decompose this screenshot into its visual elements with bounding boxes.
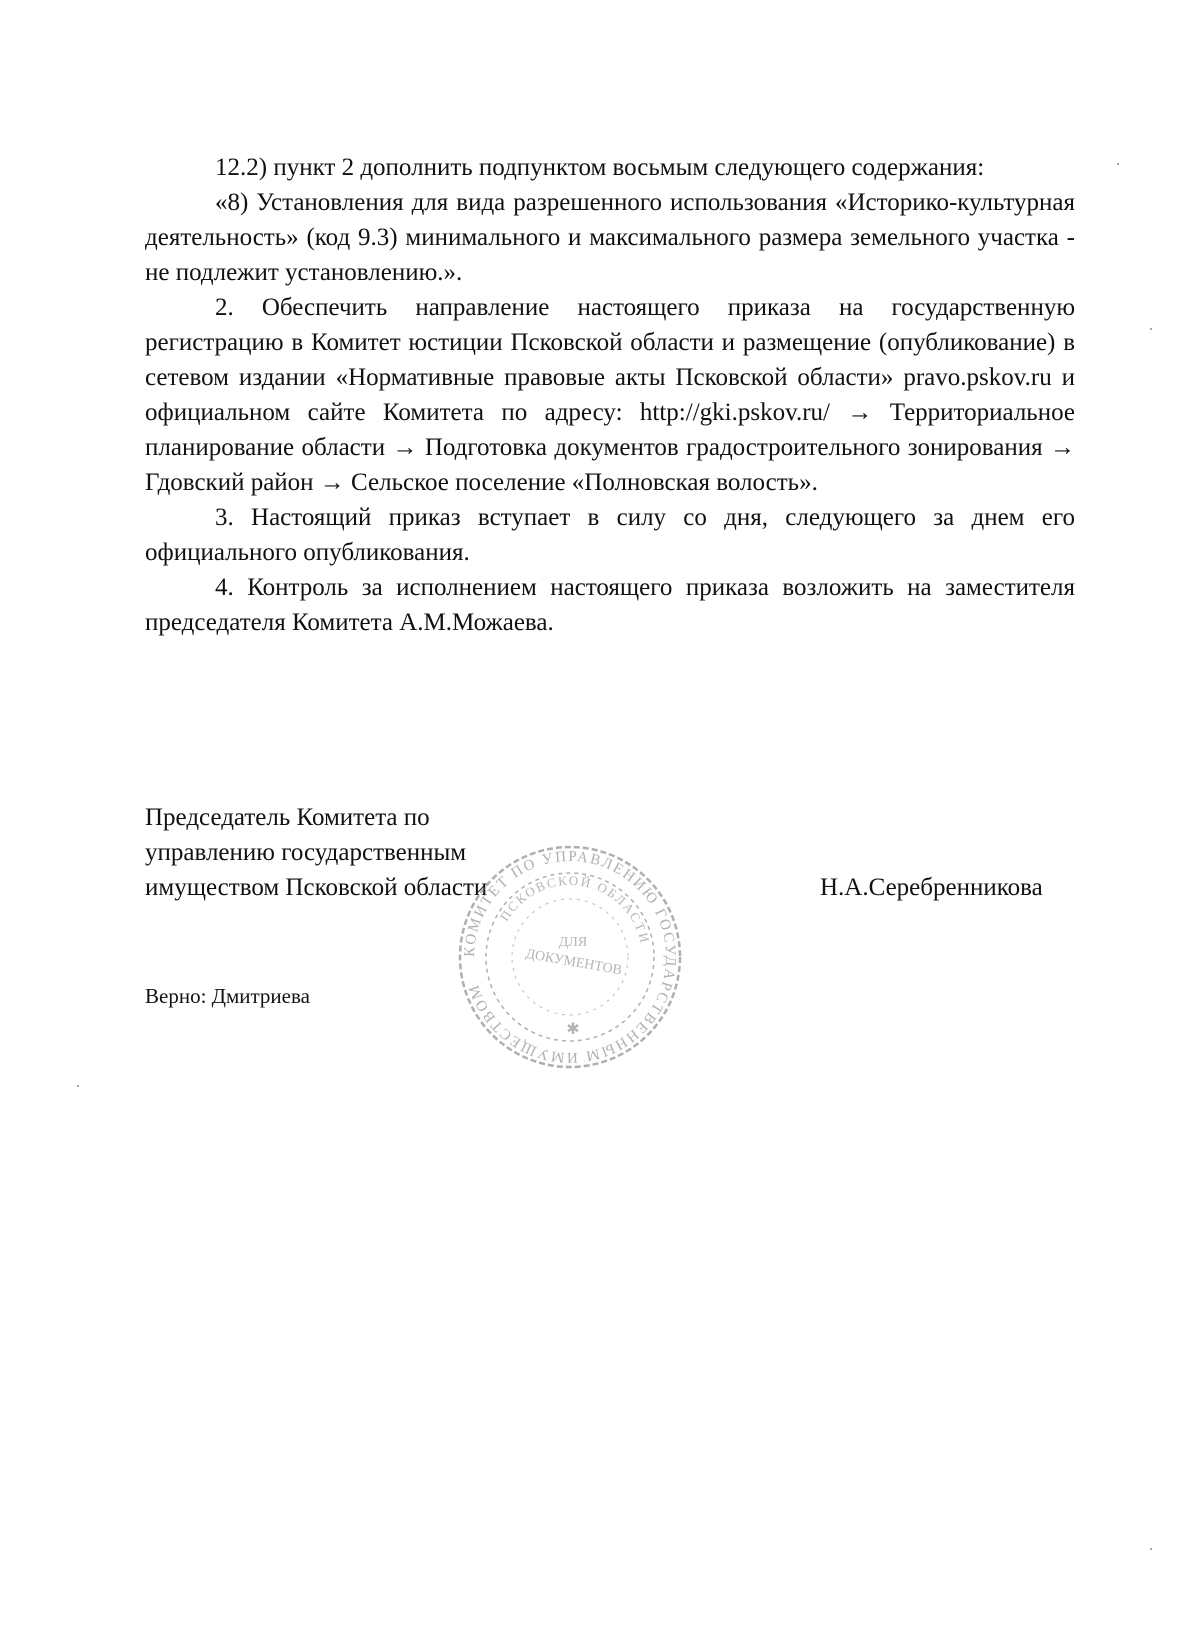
paragraph-2: 2. Обеспечить направление настоящего приказа на государственную регистрацию в Комитет юстиции Псковской области и размещение (опубликование) в сетевом издании «Нормативные правовые акты Псковской области» pravo.pskov.ru и официальном сайте Комитета по адресу: http://gki.pskov.ru/ → Территориальное планирование области → Подготовка документов градостроительного зонирования → Гдовский район → Сельское поселение «Полновская волость». (145, 294, 1075, 496)
document-body (145, 150, 1075, 640)
scan-speck (77, 1085, 79, 1087)
scan-speck (1150, 328, 1152, 330)
paragraph-12-2: 12.2) пункт 2 дополнить подпунктом восьмым следующего содержания: (215, 154, 985, 181)
paragraph-subitem-8: «8) Установления для вида разрешенного использования «Историко-культурная деятельность» (код 9.3) минимального и максимального размера земельного участка - не подлежит установлению.». (145, 189, 1075, 286)
stamp-outer-text: КОМИТЕТ ПО УПРАВЛЕНИЮ ГОСУДАРСТВЕННЫМ ИМУЩЕСТВОМ (461, 848, 679, 1066)
paragraph-4: 4. Контроль за исполнением настоящего приказа возложить на заместителя председателя Комитета А.М.Можаева. (145, 574, 1075, 636)
signer-name: Н.А.Серебренникова (820, 874, 1043, 901)
signature-title-line: управлению государственным (145, 839, 467, 866)
signature-title-line: имуществом Псковской области (145, 874, 488, 901)
stamp-center-bottom: ДОКУМЕНТОВ (524, 946, 623, 979)
signature-title-line: Председатель Комитета по (145, 804, 430, 831)
verified-by: Верно: Дмитриева (145, 984, 310, 1008)
stamp-inner-text: ПСКОВСКОЙ ОБЛАСТИ (496, 872, 653, 946)
stamp-star-icon: ✱ (566, 1021, 580, 1038)
scan-speck (1150, 1548, 1152, 1550)
scan-speck (1117, 163, 1119, 165)
official-seal-stamp (455, 842, 685, 1072)
stamp-center-top: ДЛЯ (558, 935, 588, 950)
paragraph-3: 3. Настоящий приказ вступает в силу со дня, следующего за днем его официального опубликования. (145, 504, 1075, 566)
